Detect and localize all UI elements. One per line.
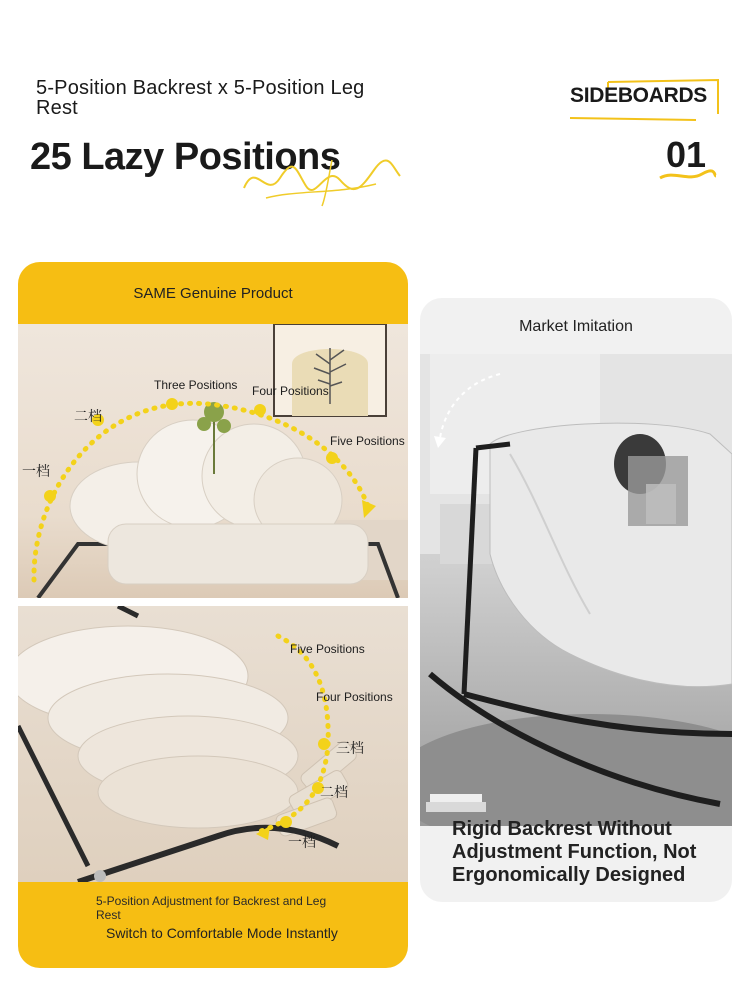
card-heading: SAME Genuine Product xyxy=(133,284,293,302)
position-3-label: Three Positions xyxy=(154,378,238,392)
footer-tagline: Switch to Comfortable Mode Instantly xyxy=(106,925,338,941)
card-footer xyxy=(18,882,408,968)
market-imitation-card xyxy=(420,298,732,902)
photo-divider xyxy=(18,598,408,606)
card-heading: Market Imitation xyxy=(519,318,633,335)
imitation-chair-photo xyxy=(420,354,732,826)
leg-position-1-label: 一档 xyxy=(288,834,316,850)
leg-position-4-label: Four Positions xyxy=(316,690,393,704)
subtitle: 5-Position Backrest x 5-Position Leg Rest xyxy=(36,77,365,119)
genuine-product-card xyxy=(18,262,408,968)
backrest-positions-photo xyxy=(18,324,408,598)
leg-position-3-label: 三档 xyxy=(336,740,364,756)
leg-position-2-label: 二档 xyxy=(320,784,348,800)
section-number: 01 xyxy=(666,134,707,175)
footer-description: 5-Position Adjustment for Backrest and Leg Rest xyxy=(96,894,327,922)
imitation-chair-illustration xyxy=(420,354,732,826)
leg-position-5-label: Five Positions xyxy=(290,642,365,656)
leg-rest-positions-photo xyxy=(18,606,408,882)
position-1-label: 一档 xyxy=(22,463,50,479)
brand-logo: SIDEBOARDS xyxy=(570,84,708,107)
position-4-label: Four Positions xyxy=(252,384,329,398)
page-title: 25 Lazy Positions xyxy=(30,136,341,178)
position-5-label: Five Positions xyxy=(330,434,405,448)
position-2-label: 二档 xyxy=(74,408,102,424)
number-underline xyxy=(658,168,718,182)
chair-illustration xyxy=(18,324,408,598)
imitation-caption: Rigid Backrest Without Adjustment Function, Not Ergonomically Designed xyxy=(452,818,697,886)
script-signature-decoration xyxy=(236,140,406,210)
